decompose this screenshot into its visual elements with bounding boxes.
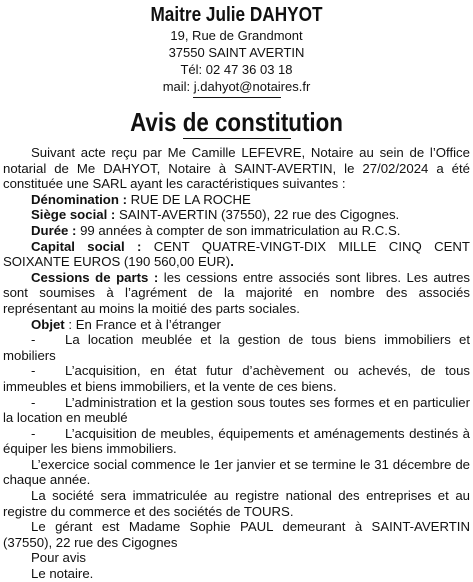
capital-end: . xyxy=(230,254,234,270)
objet-value: : En France et à l’étranger xyxy=(64,316,221,332)
objet-item-text: L’administration et la gestion sous toutes ses formes et en particulier la location en meublé xyxy=(3,394,470,426)
list-dash: - xyxy=(31,332,36,348)
capital-value: CENT QUATRE-VINGT-DIX MILLE CINQ CENT SOIXANTE EUROS (190 560,00 EUR) xyxy=(3,238,470,270)
closing-le-notaire: Le notaire. xyxy=(31,566,94,582)
duree-label: Durée : xyxy=(31,222,77,238)
cessions-label: Cessions de parts : xyxy=(31,269,159,285)
objet-item xyxy=(3,332,470,363)
notary-name: Maitre Julie DAHYOT xyxy=(150,4,323,26)
capital-label: Capital social : xyxy=(31,238,142,254)
header-divider xyxy=(193,97,281,98)
notary-phone: Tél: 02 47 36 03 18 xyxy=(180,62,293,77)
notice-body xyxy=(3,145,470,582)
notice-title: Avis de constitution xyxy=(130,107,343,137)
objet-line xyxy=(3,317,470,333)
denomination-label: Dénomination : xyxy=(31,191,127,207)
notary-email: mail: j.dahyot@notaires.fr xyxy=(162,79,311,94)
objet-item-text: La location meublée et la gestion de tous biens immobiliers et mobiliers xyxy=(3,332,470,363)
legal-notice xyxy=(0,3,473,582)
notary-header xyxy=(3,3,470,98)
closing-pour-avis: Pour avis xyxy=(31,550,86,566)
cessions-value: les cessions entre associés sont libres. Les autres sont soumises à l’agrément de la majorité en nombre des associés représentant au moins la moitié des parts sociales. xyxy=(3,269,470,316)
siege-label: Siège social : xyxy=(31,207,116,223)
gerant-paragraph: Le gérant est Madame Sophie PAUL demeurant à SAINT-AVERTIN (37550), 22 rue des Cigognes xyxy=(3,519,470,550)
objet-item xyxy=(3,426,470,457)
intro-paragraph: Suivant acte reçu par Me Camille LEFEVRE, Notaire au sein de l’Office notarial de Me DAHYOT, Notaire à SAINT-AVERTIN, le 27/02/2024 a été constituée une SARL ayant les caractéristiques suivantes : xyxy=(3,145,470,192)
objet-item-text: L’acquisition de meubles, équipements et aménagements destinés à équiper les biens immobiliers. xyxy=(3,425,470,457)
siege-line xyxy=(3,207,470,223)
capital-line xyxy=(3,239,470,270)
list-dash: - xyxy=(31,363,36,379)
cessions-line xyxy=(3,270,470,317)
notary-address-city: 37550 SAINT AVERTIN xyxy=(168,45,305,60)
duree-value: 99 années à compter de son immatriculation au R.C.S. xyxy=(76,222,401,238)
title-divider xyxy=(183,138,291,139)
objet-item xyxy=(3,395,470,426)
duree-line xyxy=(3,223,470,239)
exercice-paragraph: L’exercice social commence le 1er janvier et se termine le 31 décembre de chaque année. xyxy=(3,456,470,488)
denomination-line xyxy=(3,192,470,208)
immatriculation-paragraph: La société sera immatriculée au registre national des entreprises et au registre du commerce et des sociétés de TOURS. xyxy=(3,488,470,519)
list-dash: - xyxy=(31,394,36,410)
list-dash: - xyxy=(31,425,36,441)
denomination-value: RUE DE LA ROCHE xyxy=(126,191,251,207)
objet-label: Objet xyxy=(31,316,65,332)
objet-item xyxy=(3,363,470,394)
objet-item-text: L’acquisition, en état futur d’achèvement ou achevés, de tous immeubles et biens immobiliers, et la vente de ces biens. xyxy=(3,363,470,394)
siege-value: SAINT-AVERTIN (37550), 22 rue des Cigognes. xyxy=(115,207,400,223)
notary-address-street: 19, Rue de Grandmont xyxy=(170,28,303,43)
